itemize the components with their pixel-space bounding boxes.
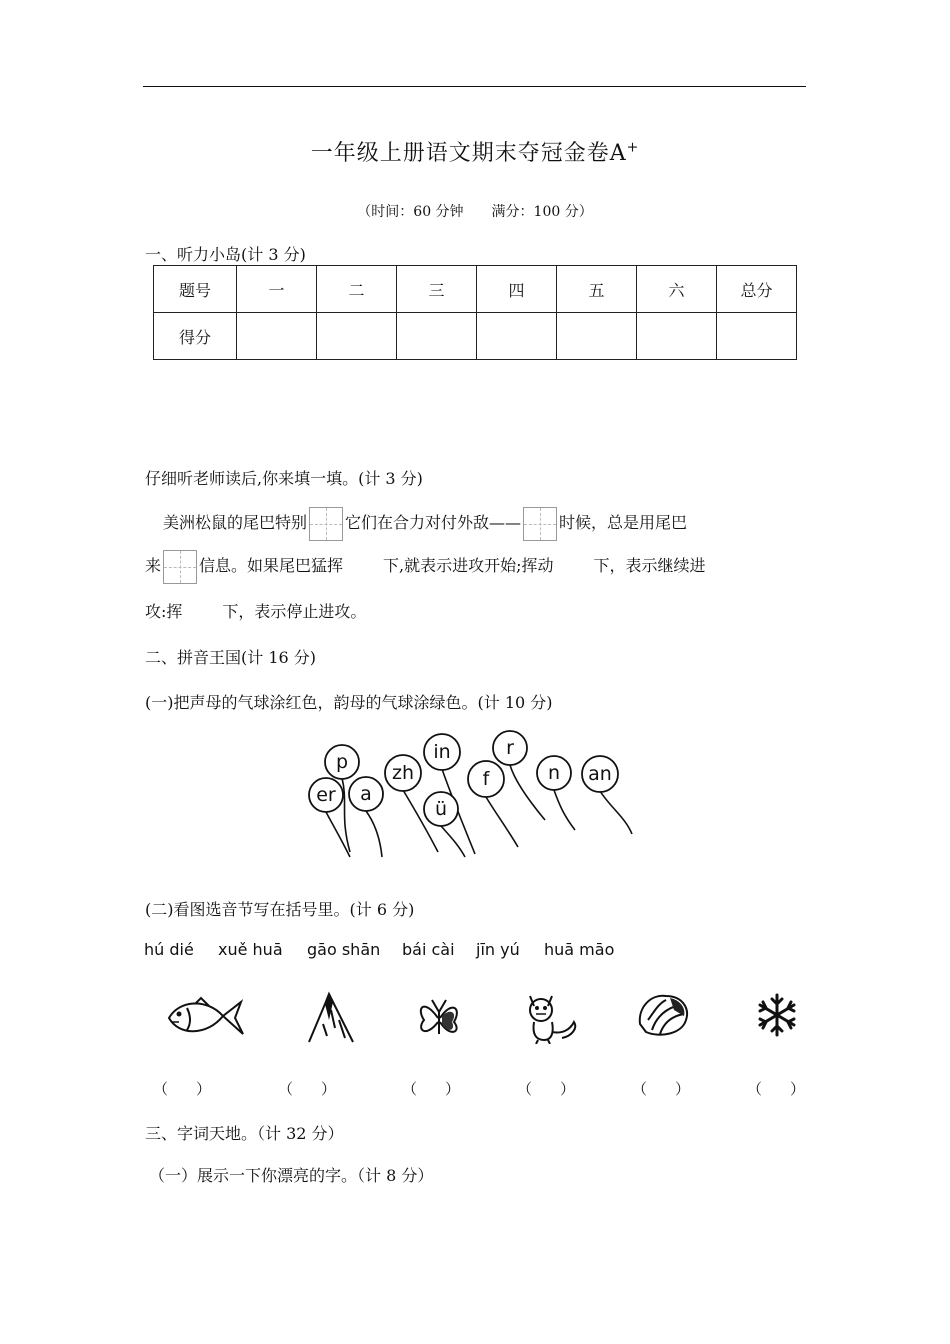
- listening-instruction: 仔细听老师读后,你来填一填。(计 3 分): [145, 469, 423, 488]
- write-box[interactable]: [309, 507, 343, 541]
- score-cell[interactable]: [317, 313, 397, 360]
- score-cell[interactable]: [477, 313, 557, 360]
- table-header: 一: [237, 266, 317, 313]
- balloon-label: a: [360, 783, 372, 805]
- answer-parentheses[interactable]: （ ）: [632, 1080, 691, 1098]
- butterfly-icon: [414, 994, 464, 1042]
- score-cell[interactable]: [237, 313, 317, 360]
- snowflake-icon: [754, 992, 800, 1038]
- syllable-option: xuě huā: [218, 940, 283, 959]
- write-box[interactable]: [163, 550, 197, 584]
- balloon-label: n: [547, 762, 561, 784]
- balloon-label: in: [433, 741, 451, 763]
- table-header: 六: [637, 266, 717, 313]
- pinyin-part1-instruction: (一)把声母的气球涂红色，韵母的气球涂绿色。(计 10 分): [145, 693, 553, 712]
- pinyin-part2-instruction: (二)看图选音节写在括号里。(计 6 分): [145, 900, 415, 919]
- syllable-option: jīn yú: [476, 940, 520, 959]
- table-header: 五: [557, 266, 637, 313]
- score-table-score-row: [154, 313, 797, 360]
- section2-heading: 二、拼音王国(计 16 分): [145, 648, 317, 667]
- mountain-icon: [305, 990, 357, 1046]
- score-cell[interactable]: [397, 313, 477, 360]
- balloon-label: r: [506, 737, 514, 759]
- passage-line-3: 攻:挥 下，表示停止进攻。: [145, 602, 367, 621]
- balloon-label: an: [588, 763, 612, 785]
- balloons-illustration: [290, 722, 650, 862]
- score-cell[interactable]: [637, 313, 717, 360]
- answer-parentheses[interactable]: （ ）: [747, 1080, 806, 1098]
- answer-parentheses[interactable]: （ ）: [153, 1080, 212, 1098]
- cabbage-icon: [636, 990, 692, 1040]
- syllable-option: hú dié: [144, 940, 194, 959]
- balloon-label: ü: [434, 798, 448, 820]
- table-header: 三: [397, 266, 477, 313]
- section1-heading: 一、听力小岛(计 3 分): [145, 245, 306, 264]
- exam-info: [0, 201, 950, 221]
- balloon-label: f: [482, 768, 490, 790]
- table-header: 总分: [717, 266, 797, 313]
- section3-heading: 三、字词天地。（计 32 分）: [145, 1124, 344, 1143]
- write-box[interactable]: [523, 507, 557, 541]
- passage-line-1: 美洲松鼠的尾巴特别 它们在合力对付外敌—— 时候，总是用尾巴: [163, 505, 687, 541]
- answer-parentheses[interactable]: （ ）: [402, 1080, 461, 1098]
- syllable-option: huā māo: [544, 940, 615, 959]
- passage-line-2: 来 信息。如果尾巴猛挥 下,就表示进攻开始;挥动 下，表示继续进: [145, 548, 706, 584]
- section3-part1: （一）展示一下你漂亮的字。（计 8 分）: [149, 1166, 434, 1185]
- score-table: [153, 265, 797, 360]
- syllable-option: gāo shān: [307, 940, 381, 959]
- score-table-header-row: [154, 266, 797, 313]
- time-limit: （时间：60 分钟: [357, 204, 464, 220]
- top-rule: [143, 86, 806, 87]
- score-cell[interactable]: [557, 313, 637, 360]
- page-title: 一年级上册语文期末夺冠金卷A+: [310, 139, 640, 166]
- answer-parentheses[interactable]: （ ）: [278, 1080, 337, 1098]
- score-cell[interactable]: [717, 313, 797, 360]
- syllable-option: bái cài: [402, 940, 455, 959]
- table-header: 四: [477, 266, 557, 313]
- cat-icon: [522, 990, 580, 1044]
- balloon-label: p: [335, 751, 349, 773]
- fish-icon: [165, 994, 247, 1042]
- table-header: 二: [317, 266, 397, 313]
- row-label: 得分: [154, 313, 237, 360]
- balloon-label: er: [316, 784, 336, 806]
- full-score: 满分：100 分）: [491, 204, 593, 220]
- table-header: 题号: [154, 266, 237, 313]
- balloon-label: zh: [391, 762, 415, 784]
- answer-parentheses[interactable]: （ ）: [517, 1080, 576, 1098]
